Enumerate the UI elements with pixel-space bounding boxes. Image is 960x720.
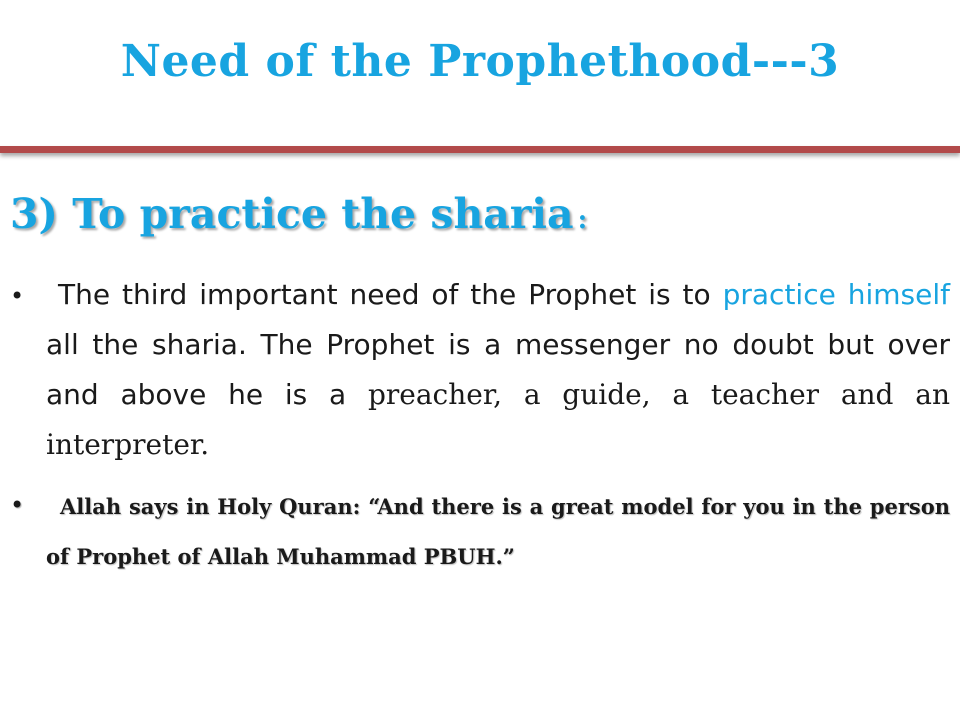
section-heading xyxy=(10,190,587,238)
bullet-marker: • xyxy=(10,282,25,310)
bullet-1-highlight: practice himself xyxy=(722,278,951,311)
bullet-1-part-1: The third important need of the Prophet is to xyxy=(58,278,723,311)
bullet-item-1 xyxy=(10,270,950,470)
bullet-item-2 xyxy=(10,482,950,582)
bullet-1-part-3: preacher, a guide, a teacher and an interpreter. xyxy=(46,378,950,461)
slide-title: Need of the Prophethood---3 xyxy=(120,36,840,87)
bullet-text-2: Allah says in Holy Quran: “And there is a great model for you in the person of Prophet of Allah Muhammad PBUH.” xyxy=(46,494,950,569)
bullet-1-part-2: all the sharia. The Prophet is a messenger no doubt but over and above he is a xyxy=(46,328,950,411)
bullet-text-1 xyxy=(46,270,950,470)
section-heading-colon: : xyxy=(577,205,588,235)
bullet-marker: • xyxy=(10,491,25,519)
title-divider xyxy=(0,146,960,153)
section-heading-text: 3) To practice the sharia xyxy=(10,190,574,238)
